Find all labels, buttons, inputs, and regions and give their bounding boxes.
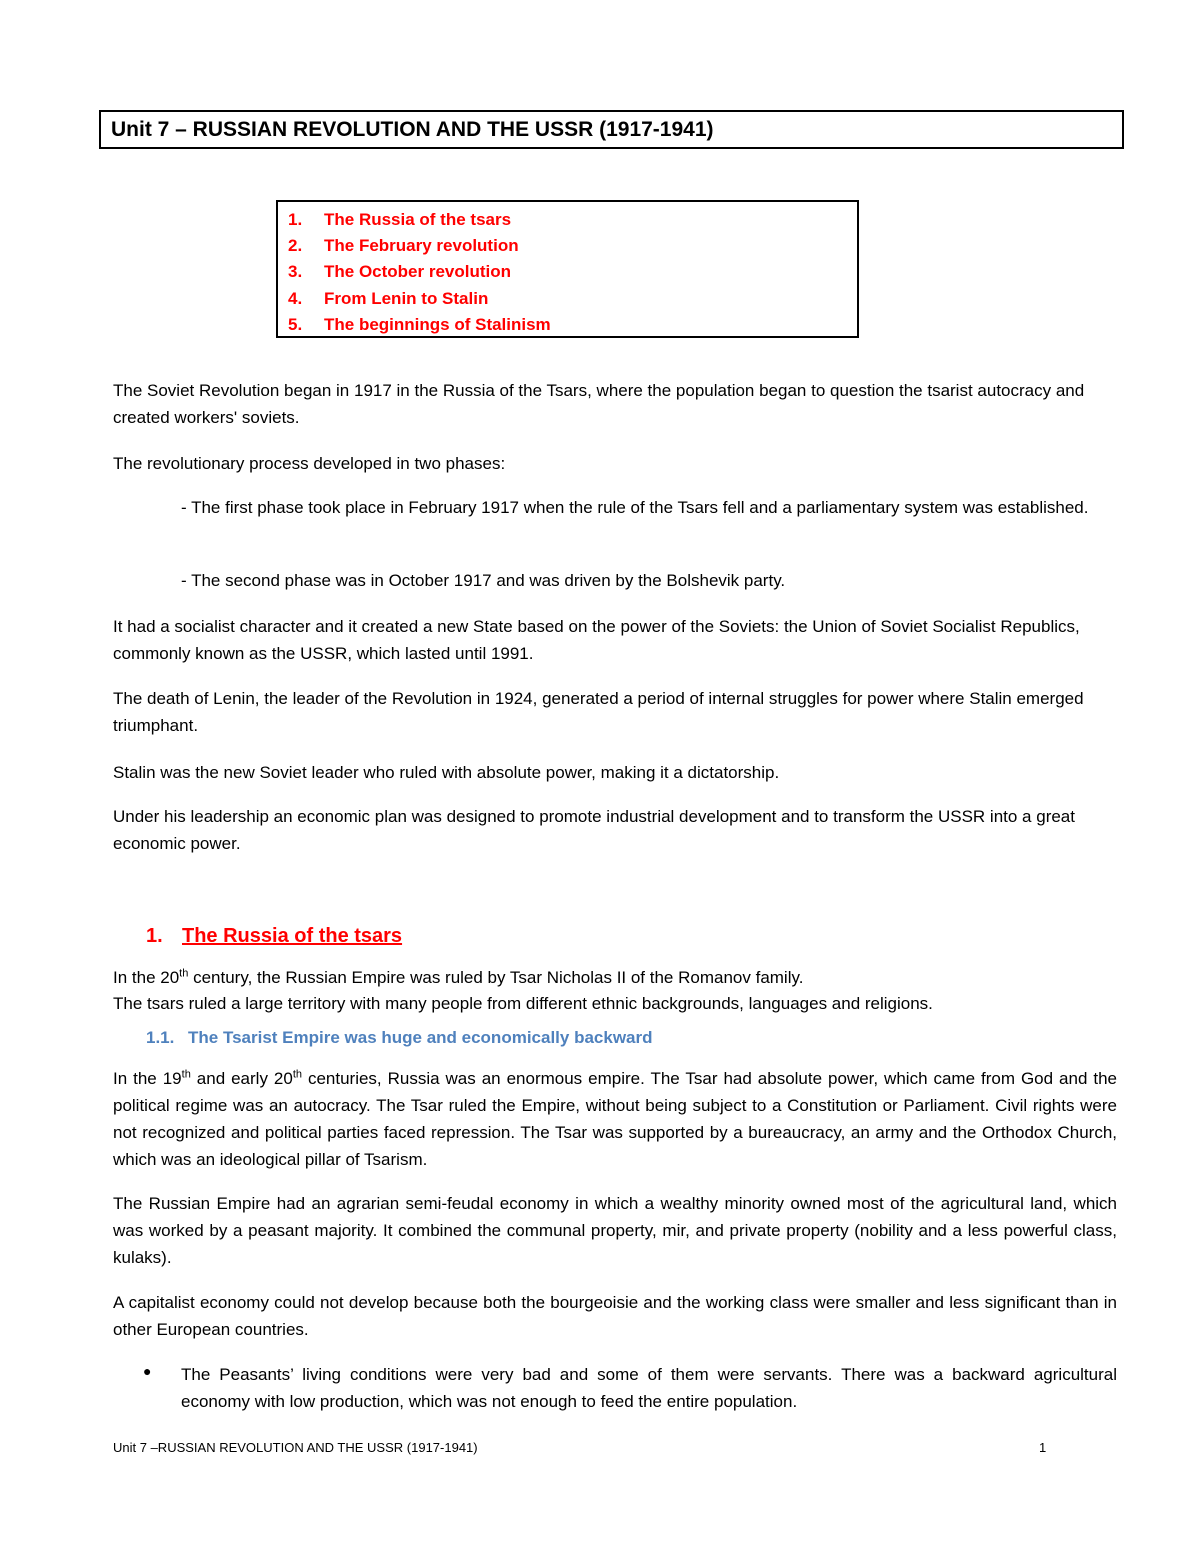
section-title: The Russia of the tsars xyxy=(182,925,403,947)
toc-item xyxy=(288,312,857,338)
toc-label: The beginnings of Stalinism xyxy=(324,314,551,334)
section-1-paragraph-2: The Russian Empire had an agrarian semi-feudal economy in which a wealthy minority owned most of the agricultural land, which was worked by a peasant majority. It combined the communal property, mir, and private property (nobility and a less powerful class, kulaks). xyxy=(113,1194,1117,1267)
intro-paragraph-2: The revolutionary process developed in two phases: xyxy=(113,454,506,473)
page-number: 1 xyxy=(1039,1440,1047,1455)
page-footer: Unit 7 –RUSSIAN REVOLUTION AND THE USSR (1917-1941) xyxy=(113,1440,478,1455)
bullet-item-peasants: The Peasants’ living conditions were very bad and some of them were servants. There was a backward agricultural economy with low production, which was not enough to feed the entire population. xyxy=(181,1365,1117,1411)
toc-number: 3. xyxy=(288,262,303,282)
toc-item xyxy=(288,259,857,285)
section-1-line-2: The tsars ruled a large territory with many people from different ethnic backgrounds, languages and religions. xyxy=(113,994,933,1013)
section-1-line-1: In the 20th century, the Russian Empire was ruled by Tsar Nicholas II of the Romanov family. xyxy=(113,967,804,987)
toc-number: 4. xyxy=(288,288,303,308)
toc-item xyxy=(288,207,857,233)
toc-number: 5. xyxy=(288,314,303,334)
section-1-heading xyxy=(146,925,402,948)
phase-1-text: - The first phase took place in February 1917 when the rule of the Tsars fell and a parliamentary system was established. xyxy=(181,498,1089,517)
toc-label: The October revolution xyxy=(324,262,512,282)
intro-paragraph-4: The death of Lenin, the leader of the Revolution in 1924, generated a period of internal struggles for power where Stalin emerged triumphant. xyxy=(113,689,1084,735)
toc-label: The Russia of the tsars xyxy=(324,210,512,229)
toc-number: 1. xyxy=(288,210,303,229)
phase-2-text: - The second phase was in October 1917 and was driven by the Bolshevik party. xyxy=(181,571,786,590)
toc-label: From Lenin to Stalin xyxy=(324,288,489,308)
unit-title: Unit 7 – RUSSIAN REVOLUTION AND THE USSR (1917-1941) xyxy=(111,117,714,141)
subsection-number: 1.1. xyxy=(146,1028,175,1047)
intro-paragraph-6: Under his leadership an economic plan was designed to promote industrial development and to transform the USSR into a great economic power. xyxy=(113,807,1075,853)
section-number: 1. xyxy=(146,925,163,947)
toc-item xyxy=(288,233,857,259)
subsection-title: The Tsarist Empire was huge and economically backward xyxy=(188,1028,653,1047)
toc-label: The February revolution xyxy=(324,236,519,256)
intro-paragraph-5: Stalin was the new Soviet leader who ruled with absolute power, making it a dictatorship. xyxy=(113,763,780,782)
toc-item xyxy=(288,286,857,312)
intro-paragraph-3: It had a socialist character and it created a new State based on the power of the Soviets: the Union of Soviet Socialist Republics, commonly known as the USSR, which lasted until 1991. xyxy=(113,617,1080,663)
toc-number: 2. xyxy=(288,236,303,256)
section-1-paragraph-1: In the 19th and early 20th centuries, Russia was an enormous empire. The Tsar had absolute power, which came from God and the political regime was an autocracy. The Tsar ruled the Empire, without being subject to a Constitution or Parliament. Civil rights were not recognized and political parties faced repression. The Tsar was supported by a bureaucracy, an army and the Orthodox Church, which was an ideological pillar of Tsarism. xyxy=(113,1068,1117,1169)
bullet-icon: ● xyxy=(143,1363,152,1379)
section-1-paragraph-3: A capitalist economy could not develop because both the bourgeoisie and the working class were smaller and less significant than in other European countries. xyxy=(113,1293,1117,1339)
unit-title-box xyxy=(99,110,1124,149)
subsection-1-1-heading xyxy=(146,1028,653,1048)
intro-paragraph-1: The Soviet Revolution began in 1917 in the Russia of the Tsars, where the population began to question the tsarist autocracy and created workers' soviets. xyxy=(113,381,1085,427)
table-of-contents xyxy=(276,200,859,338)
